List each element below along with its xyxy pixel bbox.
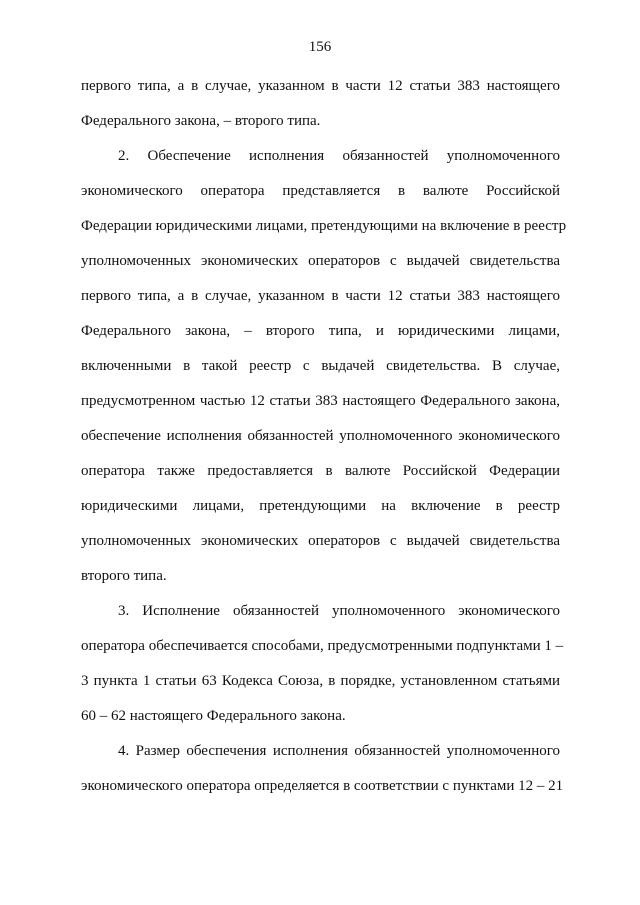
text-line: 60 – 62 настоящего Федерального закона.: [81, 708, 346, 724]
text-line: оператора обеспечивается способами, предусмотренными подпунктами 1 –: [81, 638, 564, 654]
text-line: уполномоченных экономических операторов с выдачей свидетельства: [81, 253, 560, 269]
text-line: экономического оператора представляется в валюте Российской: [81, 183, 560, 199]
text-line: оператора также предоставляется в валюте Российской Федерации: [81, 463, 560, 479]
text-line: Федерального закона, – второго типа, и юридическими лицами,: [81, 323, 560, 339]
text-line: экономического оператора определяется в соответствии с пунктами 12 – 21: [81, 778, 564, 794]
page-number: 156: [308, 39, 332, 55]
paragraph-start-line: 2. Обеспечение исполнения обязанностей уполномоченного: [118, 148, 560, 164]
paragraph-start-line: 4. Размер обеспечения исполнения обязанностей уполномоченного: [118, 743, 560, 759]
text-line: первого типа, а в случае, указанном в части 12 статьи 383 настоящего: [81, 288, 560, 304]
text-line: обеспечение исполнения обязанностей уполномоченного экономического: [81, 428, 560, 444]
paragraph-start-line: 3. Исполнение обязанностей уполномоченного экономического: [118, 603, 560, 619]
text-line: первого типа, а в случае, указанном в части 12 статьи 383 настоящего: [81, 78, 560, 94]
text-line: уполномоченных экономических операторов с выдачей свидетельства: [81, 533, 560, 549]
text-line: второго типа.: [81, 568, 167, 584]
text-line: предусмотренном частью 12 статьи 383 настоящего Федерального закона,: [81, 393, 560, 409]
text-line: 3 пункта 1 статьи 63 Кодекса Союза, в порядке, установленном статьями: [81, 673, 560, 689]
text-line: Федерации юридическими лицами, претендующими на включение в реестр: [81, 218, 567, 234]
text-line: Федерального закона, – второго типа.: [81, 113, 321, 129]
text-line: включенными в такой реестр с выдачей свидетельства. В случае,: [81, 358, 560, 374]
text-line: юридическими лицами, претендующими на включение в реестр: [81, 498, 560, 514]
